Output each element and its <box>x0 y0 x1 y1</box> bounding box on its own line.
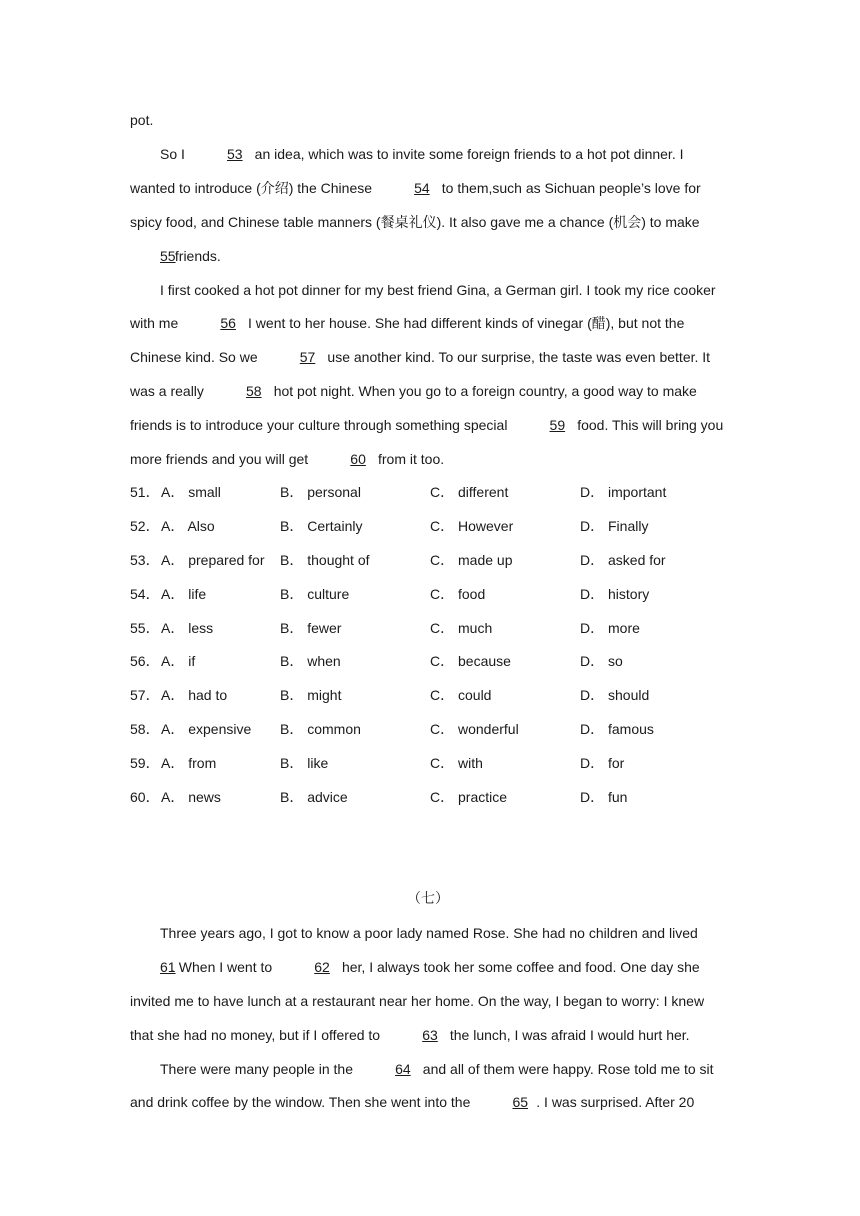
option-row-52 <box>130 510 730 544</box>
option-a: A． less <box>161 619 214 636</box>
option-b: B． personal <box>280 484 361 500</box>
text-fragment: hot pot night. When you go to a foreign country, a good way to make friends is to introduce your culture through something special <box>130 383 697 434</box>
option-a: A． life <box>161 585 207 602</box>
option-row-60 <box>130 781 730 815</box>
blank-65: 65 <box>512 1094 529 1111</box>
option-a: A． expensive <box>161 721 252 738</box>
option-c: C． made up <box>430 551 513 568</box>
blank-63: 63 <box>422 1026 438 1043</box>
text-fragment: friends. <box>171 247 221 264</box>
option-d: D． famous <box>580 721 654 738</box>
option-b: B． common <box>280 721 361 738</box>
option-b: B． might <box>280 687 342 704</box>
option-c: C． practice <box>430 789 508 806</box>
option-c: C． could <box>430 687 492 704</box>
option-c: C． food <box>430 585 486 602</box>
option-row-59 <box>130 747 730 781</box>
blank-64: 64 <box>395 1060 411 1077</box>
question-number: 54． <box>130 585 160 602</box>
option-a: A． from <box>161 755 217 772</box>
option-c: C． wonderful <box>430 721 519 738</box>
question-number: 56． <box>130 653 160 670</box>
option-c: C． with <box>430 755 483 772</box>
passage-six <box>130 104 726 477</box>
question-number: 53． <box>130 551 160 568</box>
option-d: D． important <box>580 484 667 500</box>
option-row-57 <box>130 679 730 713</box>
question-number: 58． <box>130 721 160 738</box>
text-fragment: an idea, which was to invite some foreign friends to a hot pot dinner. I wanted to introduce (介绍) the Chinese <box>130 145 684 196</box>
text-fragment: I went to her house. She had different kinds of vinegar (醋), but not the Chinese kind. So we <box>130 315 685 366</box>
option-d: D． for <box>580 755 625 772</box>
question-number: 59． <box>130 755 160 772</box>
option-d: D． fun <box>580 789 628 806</box>
question-number: 60． <box>130 789 160 806</box>
blank-54: 54 <box>414 179 430 196</box>
option-row-51 <box>130 476 730 510</box>
text-fragment: food. This will bring you more friends and you will get <box>130 417 724 468</box>
option-row-55 <box>130 612 730 646</box>
option-row-58 <box>130 713 730 747</box>
text-fragment: her, I always took her some coffee and food. One day she invited me to have lunch at a restaurant near her home. On the way, I began to worry: I knew that she had no money, but if I offered to <box>130 958 705 1043</box>
option-a: A． Also <box>161 517 215 534</box>
passage-line-pot: pot. <box>130 112 154 128</box>
option-a: A． had to <box>161 687 228 704</box>
option-a: A． small <box>161 484 221 500</box>
blank-59: 59 <box>549 417 566 434</box>
question-number: 57． <box>130 687 160 704</box>
passage-seven <box>130 883 726 1120</box>
option-c: C． However <box>430 517 514 534</box>
option-b: B． thought of <box>280 551 370 568</box>
option-c: C． much <box>430 619 493 636</box>
option-a: A． if <box>161 653 196 670</box>
text-fragment: use another kind. To our surprise, the taste was even better. It was a really <box>130 349 711 400</box>
option-c: C． different <box>430 484 509 500</box>
section-heading: （七） <box>407 891 449 907</box>
text-fragment: and all of them were happy. Rose told me to sit and drink coffee by the window. Then she went into the <box>130 1060 714 1111</box>
blank-61: 61 <box>160 958 176 975</box>
blank-60: 60 <box>350 451 366 468</box>
text-fragment: from it too. <box>374 451 445 468</box>
option-b: B． culture <box>280 585 350 602</box>
question-number: 52． <box>130 517 160 534</box>
paragraph-56-60 <box>130 274 726 477</box>
option-c: C． because <box>430 653 511 670</box>
text-fragment: So I <box>160 145 189 162</box>
option-d: D． asked for <box>580 551 666 568</box>
option-d: D． history <box>580 585 650 602</box>
option-row-54 <box>130 578 730 612</box>
text-fragment: Three years ago, I got to know a poor lady named Rose. She had no children and lived <box>160 924 698 941</box>
option-d: D． should <box>580 687 650 704</box>
blank-62: 62 <box>314 958 330 975</box>
option-b: B． fewer <box>280 619 342 636</box>
options-list <box>130 476 730 815</box>
blank-53: 53 <box>227 145 243 162</box>
option-row-56 <box>130 645 730 679</box>
text-fragment: I first cooked a hot pot dinner for my best friend Gina, a German girl. I took my rice cooker with me <box>130 281 716 332</box>
option-b: B． like <box>280 755 329 772</box>
option-a: A． prepared for <box>161 551 265 568</box>
text-fragment: . I was surprised. After 20 <box>536 1094 695 1111</box>
option-d: D． more <box>580 619 640 636</box>
question-number: 55． <box>130 619 160 636</box>
question-number: 51． <box>130 484 160 500</box>
text-fragment: to them,such as Sichuan people’s love for spicy food, and Chinese table manners (餐桌礼仪). It also gave me a chance (机会) to make <box>130 179 701 230</box>
paragraph-61-63 <box>130 917 726 1053</box>
blank-58: 58 <box>246 383 262 400</box>
text-fragment: . When I went to <box>171 958 277 975</box>
text-fragment: There were many people in the <box>160 1060 357 1077</box>
blank-55: 55 <box>160 247 176 264</box>
option-a: A． news <box>161 789 221 806</box>
option-b: B． when <box>280 653 341 670</box>
text-fragment: the lunch, I was afraid I would hurt her. <box>445 1026 690 1043</box>
blank-57: 57 <box>299 349 316 366</box>
option-b: B． advice <box>280 789 348 806</box>
paragraph-53-55 <box>130 138 726 274</box>
option-b: B． Certainly <box>280 517 363 534</box>
option-d: D． so <box>580 653 623 670</box>
blank-56: 56 <box>220 315 236 332</box>
option-row-53 <box>130 544 730 578</box>
option-d: D． Finally <box>580 517 649 534</box>
paragraph-64-65 <box>130 1053 726 1121</box>
